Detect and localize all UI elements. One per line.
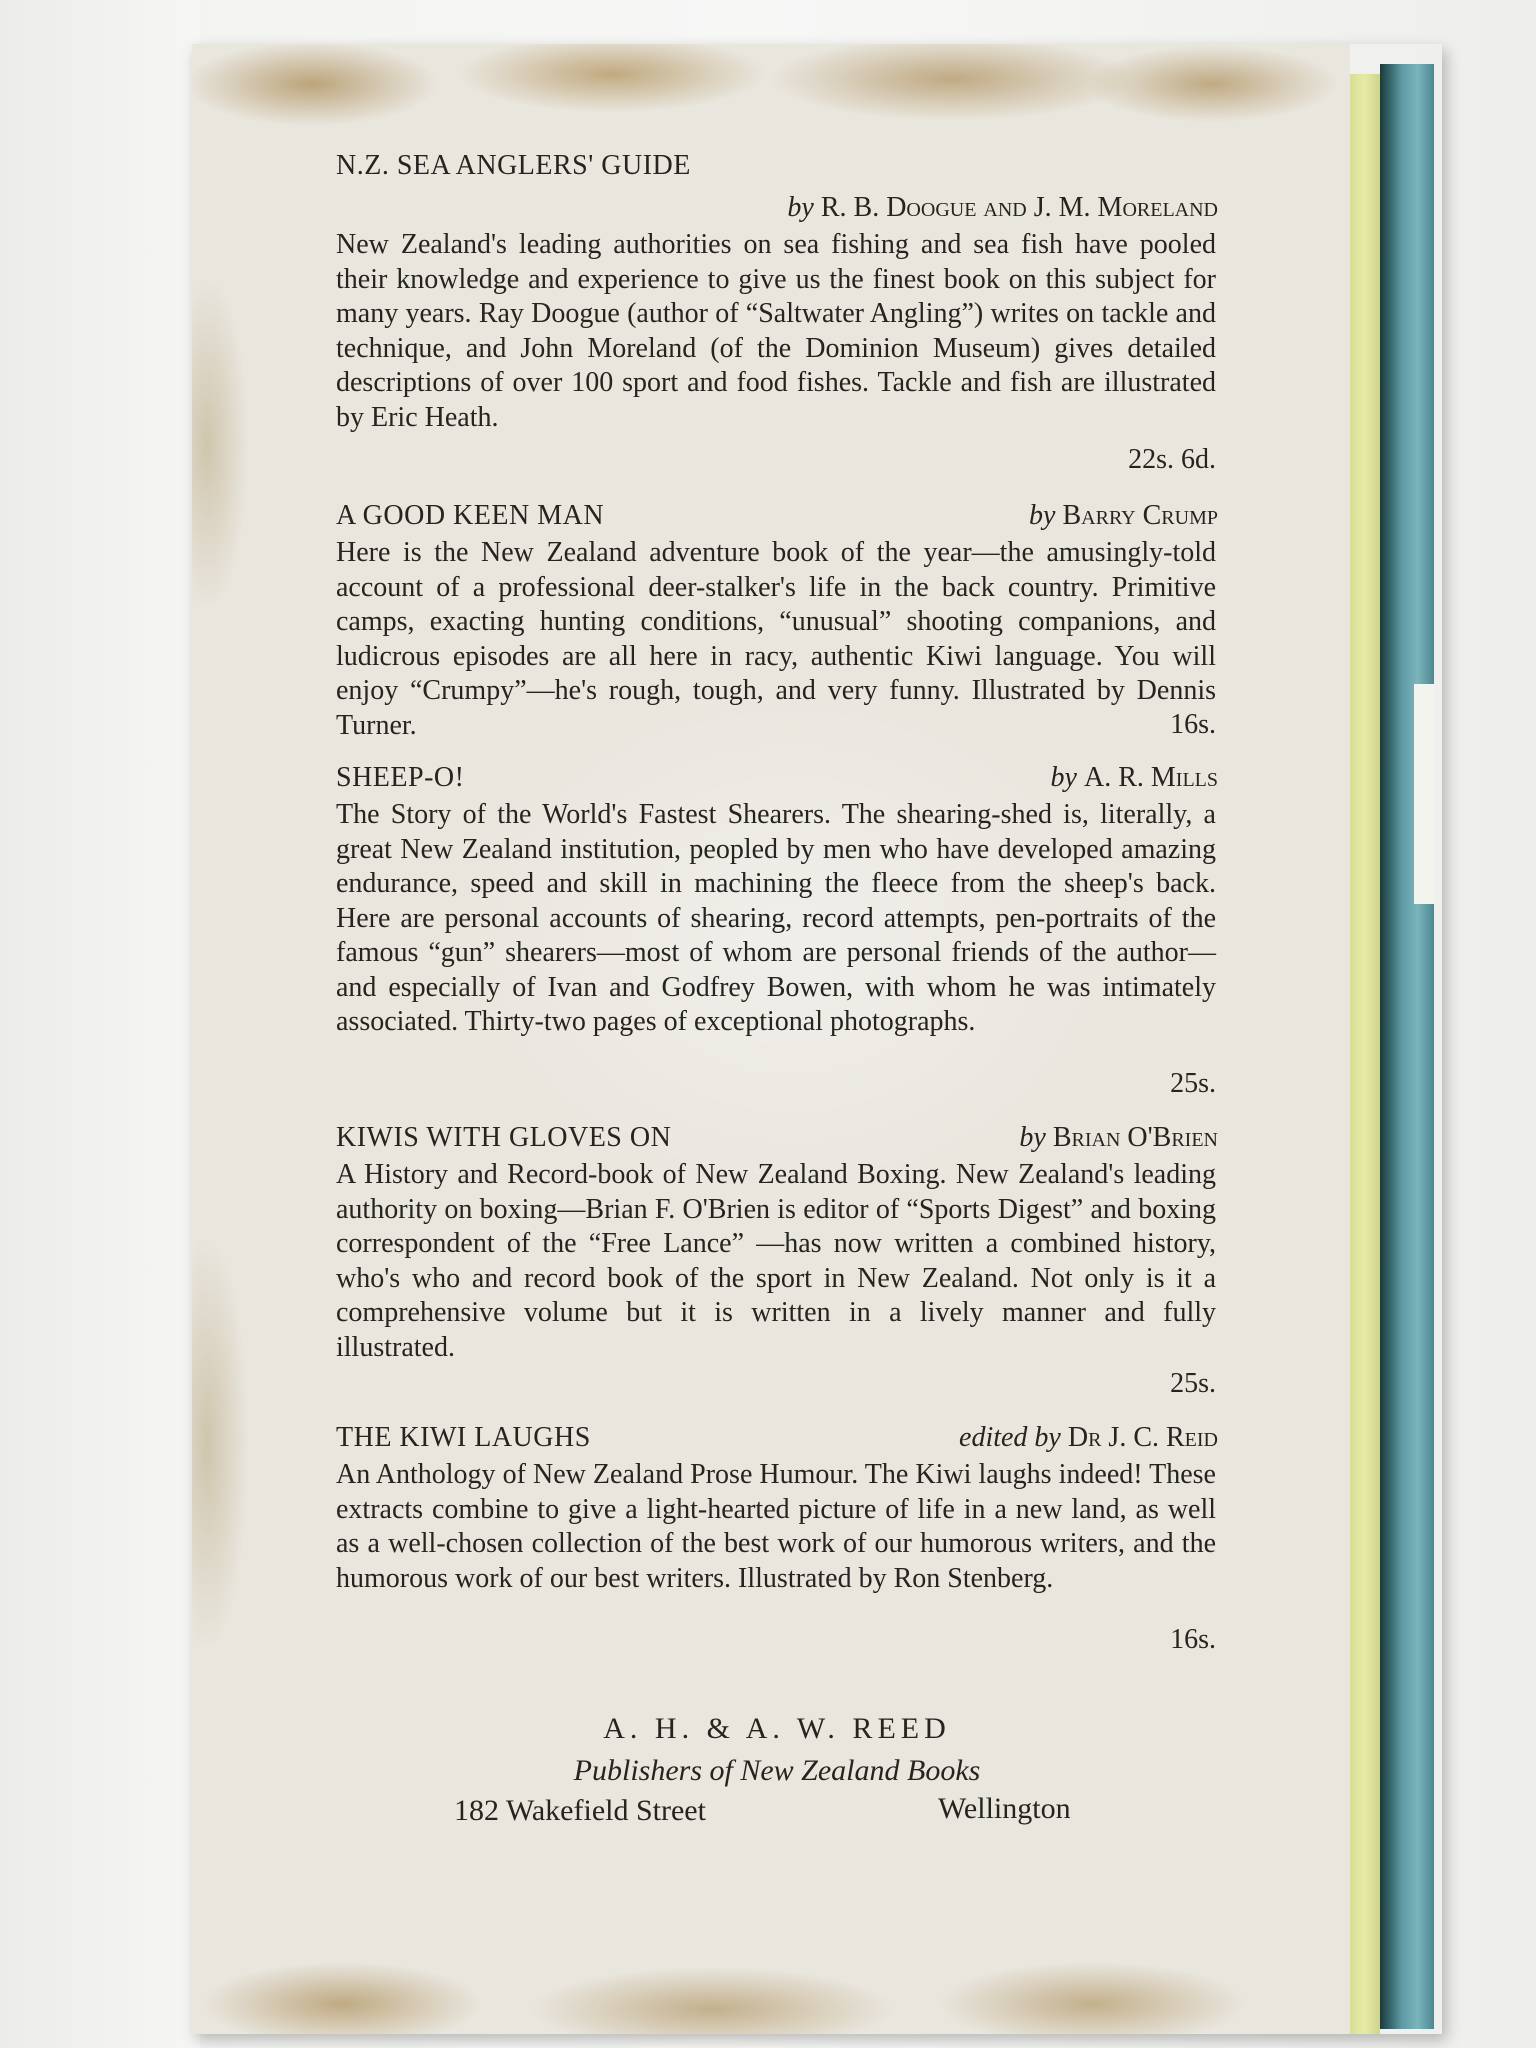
book-price: 25s. — [1170, 1368, 1216, 1399]
book-byline — [336, 192, 1218, 224]
book-description: New Zealand's leading authorities on sea fishing and sea fish have pooled their knowledge and experience to give us the finest book on this subject for many years. Ray Doogue (author of “Saltwater Angling”) writes on tackle and technique, and John Moreland (of the Dominion Museum) gives detailed descriptions of over 100 sport and food fishes. Tackle and fish are illustrated by Eric Heath. — [336, 229, 1216, 433]
publisher-tagline: Publishers of New Zealand Books — [573, 1754, 981, 1787]
book-author: R. B. Doogue and J. M. Moreland — [820, 192, 1218, 223]
book-author: Brian O'Brien — [1052, 1122, 1218, 1153]
dust-jacket-back — [192, 44, 1350, 2034]
book-byline — [336, 762, 1218, 794]
publisher-city: Wellington — [938, 1792, 1071, 1825]
by-prefix: by — [1019, 1122, 1046, 1153]
publisher-name: A. H. & A. W. REED — [603, 1712, 951, 1745]
publisher-street: 182 Wakefield Street — [454, 1794, 706, 1827]
book-price: 25s. — [1170, 1068, 1216, 1099]
book-title: SHEEP-O! — [336, 762, 465, 793]
spine-edge-yellow — [1350, 74, 1380, 2034]
book-title: KIWIS WITH GLOVES ON — [336, 1122, 672, 1153]
book-author: Barry Crump — [1062, 500, 1218, 531]
book-description: A History and Record-book of New Zealand Boxing. New Zealand's leading authority on boxing—Brian F. O'Brien is editor of “Sports Digest” and boxing correspondent of the “Free Lance” —has now written a combined history, who's who and record book of the sport in New Zealand. Not only is it a comprehensive volume but it is written in a lively manner and fully illustrated. — [336, 1159, 1216, 1363]
spine-label-patch — [1414, 684, 1434, 904]
book-price: 16s. — [1170, 709, 1216, 740]
by-prefix: by — [787, 192, 814, 223]
book-description: Here is the New Zealand adventure book of the year—the amusingly-told account of a professional deer-stalker's life in the back country. Primitive camps, exacting hunting conditions, “unusual” shooting companions, and ludicrous episodes are all here in racy, authentic Kiwi language. You will enjoy “Crumpy”—he's rough, tough, and very funny. Illustrated by Dennis Turner. — [336, 537, 1216, 741]
book-byline — [336, 1422, 1218, 1454]
by-prefix: by — [1050, 762, 1077, 793]
book-description: An Anthology of New Zealand Prose Humour. The Kiwi laughs indeed! These extracts combine to give a light-hearted picture of life in a new land, as well as a well-chosen collection of the best work of our humorous writers, and the humorous work of our best writers. Illustrated by Ron Stenberg. — [336, 1459, 1216, 1594]
by-prefix: edited by — [959, 1422, 1061, 1453]
book-description: The Story of the World's Fastest Shearers. The shearing-shed is, literally, a great New Zealand institution, peopled by men who have developed amazing endurance, speed and skill in machining the fleece from the sheep's back. Here are personal accounts of shearing, record attempts, pen-portraits of the famous “gun” shearers—most of whom are personal friends of the author—and especially of Ivan and Godfrey Bowen, with whom he was intimately associated. Thirty-two pages of exceptional photographs. — [336, 799, 1216, 1037]
by-prefix: by — [1029, 500, 1056, 531]
book-title: THE KIWI LAUGHS — [336, 1422, 591, 1453]
book-title: N.Z. SEA ANGLERS' GUIDE — [336, 150, 691, 181]
book-byline — [336, 500, 1218, 532]
book-author: A. R. Mills — [1083, 762, 1218, 793]
book-price: 16s. — [1170, 1624, 1216, 1655]
book-author: Dr J. C. Reid — [1067, 1422, 1218, 1453]
book-title: A GOOD KEEN MAN — [336, 500, 605, 531]
book-back-cover — [192, 44, 1442, 2034]
background-left-shadow — [0, 0, 200, 2048]
book-price: 22s. 6d. — [1128, 444, 1216, 475]
spine-edge-blue — [1380, 64, 1434, 2029]
book-byline — [336, 1122, 1218, 1154]
